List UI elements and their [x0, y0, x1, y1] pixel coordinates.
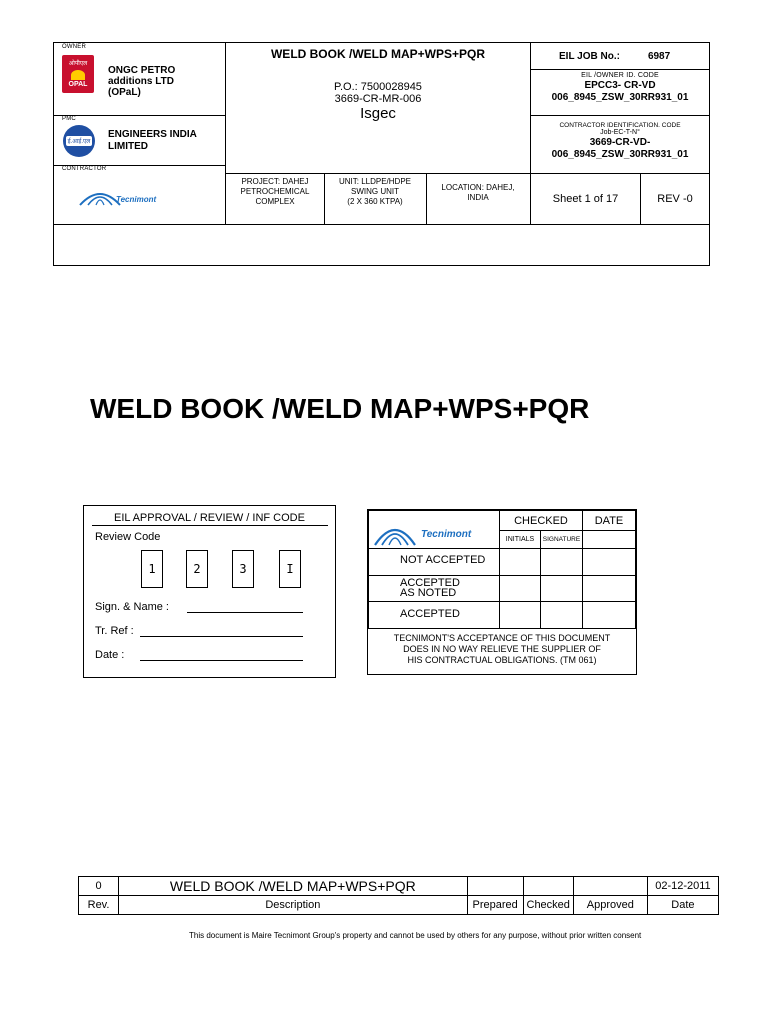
signature-header: SIGNATURE: [540, 530, 583, 549]
unit-line: UNIT: LLDPE/HDPE: [338, 177, 412, 186]
date-cell: [582, 575, 636, 602]
header-doc-title: WELD BOOK /WELD MAP+WPS+PQR: [270, 47, 485, 61]
contractor-label: CONTRACTOR: [62, 166, 107, 172]
status-label: ACCEPTED: [400, 608, 460, 620]
signature-cell: [540, 575, 583, 602]
owner-name-line: additions LTD: [108, 76, 174, 87]
po-reference: 3669-CR-MR-006: [334, 93, 422, 105]
tecnimont-logo: [76, 181, 176, 207]
signature-cell: [540, 601, 583, 629]
disclaimer-line: DOES IN NO WAY RELIEVE THE SUPPLIER OF: [403, 644, 601, 654]
owner-label: OWNER: [62, 44, 86, 50]
contractor-id-line: 006_8945_ZSW_30RR931_01: [551, 149, 689, 160]
eil-job-label: EIL JOB No.:: [559, 50, 620, 62]
header-prepared: Prepared: [467, 896, 523, 915]
contractor-id-cell: [531, 116, 709, 173]
review-code-label: Review Code: [95, 531, 161, 543]
revision-prepared: [467, 877, 523, 896]
tecnimont-logo-text: Tecnimont: [116, 195, 157, 204]
document-header: [53, 42, 710, 266]
eil-job-row: [531, 43, 709, 69]
tecnimont-stamp: [367, 509, 637, 675]
pmc-label: PMC: [62, 116, 76, 122]
eil-job-number: 6987: [647, 50, 671, 62]
tecnimont-stamp-logo: [368, 510, 500, 549]
date-subheader: [582, 530, 636, 549]
revision-description: WELD BOOK /WELD MAP+WPS+PQR: [119, 877, 468, 896]
date-label: Date :: [95, 649, 125, 661]
vendor-name: Isgec: [360, 105, 396, 122]
rev-cell: REV -0: [657, 193, 693, 205]
main-title: WELD BOOK /WELD MAP+WPS+PQR: [90, 393, 590, 424]
eil-logo-text: ई.आई.एल: [66, 136, 93, 146]
project-cell: [226, 173, 325, 224]
initials-cell: [499, 601, 541, 629]
date-cell: [582, 601, 636, 629]
sign-name-label: Sign. & Name :: [95, 601, 169, 613]
status-accepted: [368, 601, 500, 629]
revision-table: [78, 876, 719, 915]
project-line: COMPLEX: [255, 197, 295, 206]
revision-checked: [523, 877, 573, 896]
location-line: INDIA: [467, 193, 489, 202]
revision-approved: [573, 877, 647, 896]
review-code-box: I: [279, 550, 301, 588]
initials-header: INITIALS: [499, 530, 541, 549]
header-approved: Approved: [573, 896, 647, 915]
unit-cell: [324, 173, 427, 224]
opal-logo-word: OPAL: [68, 81, 88, 88]
unit-line: (2 X 360 KTPA): [347, 197, 403, 206]
contractor-id-line: 3669-CR-VD-: [589, 137, 651, 148]
pmc-name: [108, 129, 197, 153]
pmc-name-line: ENGINEERS INDIA: [108, 129, 197, 140]
eil-stamp-title: EIL APPROVAL / REVIEW / INF CODE: [114, 512, 305, 524]
opal-logo: [62, 55, 94, 93]
owner-name-line: ONGC PETRO: [108, 65, 176, 76]
sign-name-line: [187, 612, 303, 613]
review-code-box: 2: [186, 550, 208, 588]
checked-header: CHECKED: [499, 510, 583, 531]
project-line: PETROCHEMICAL: [240, 187, 310, 196]
location-cell: [426, 173, 530, 224]
date-cell: [582, 548, 636, 576]
date-header: DATE: [582, 510, 636, 531]
location-line: LOCATION: DAHEJ,: [441, 183, 515, 192]
opal-logo-devanagari: ओपीएल: [68, 61, 88, 67]
header-checked: Checked: [523, 896, 573, 915]
revision-number: 0: [79, 877, 119, 896]
divider: [54, 224, 709, 225]
tr-ref-line: [140, 636, 303, 637]
disclaimer-line: TECNIMONT'S ACCEPTANCE OF THIS DOCUMENT: [393, 633, 611, 643]
divider: [92, 525, 328, 526]
date-line: [140, 660, 303, 661]
header-rev: Rev.: [79, 896, 119, 915]
tecnimont-arc-icon: [373, 515, 423, 547]
status-not-accepted: [368, 548, 500, 576]
eil-approval-stamp: [83, 505, 336, 678]
sheet-cell: Sheet 1 of 17: [531, 174, 641, 224]
header-description: Description: [119, 896, 468, 915]
signature-cell: [540, 548, 583, 576]
parties-column: [54, 43, 225, 224]
owner-id-label: EIL /OWNER ID. CODE: [581, 72, 659, 79]
owner-id-cell: [531, 70, 709, 115]
tecnimont-stamp-logo-text: Tecnimont: [421, 529, 472, 540]
owner-id-line: 006_8945_ZSW_30RR931_01: [551, 92, 689, 103]
revision-header-row: [79, 896, 719, 915]
revision-date: 02-12-2011: [647, 877, 718, 896]
status-label: NOT ACCEPTED: [400, 554, 486, 566]
po-number: P.O.: 7500028945: [334, 81, 422, 93]
tr-ref-label: Tr. Ref :: [95, 625, 134, 637]
project-line: PROJECT: DAHEJ: [241, 177, 309, 186]
status-label: ACCEPTED AS NOTED: [400, 577, 460, 599]
codes-column: [531, 43, 709, 224]
review-code-box: 1: [141, 550, 163, 588]
divider: [54, 115, 225, 116]
tecnimont-disclaimer: [368, 633, 636, 666]
pmc-name-line: LIMITED: [108, 141, 148, 152]
contractor-id-label: CONTRACTOR IDENTIFICATION. CODE: [559, 122, 681, 129]
contractor-id-sub: Job-EC-T-N°: [600, 129, 640, 136]
owner-name: [108, 65, 175, 98]
title-column: [226, 43, 530, 173]
owner-name-line: (OPaL): [108, 87, 141, 98]
review-code-box: 3: [232, 550, 254, 588]
opal-logo-icon: [71, 70, 85, 80]
unit-line: SWING UNIT: [351, 187, 399, 196]
status-accepted-as-noted: [368, 575, 500, 602]
header-date: Date: [647, 896, 718, 915]
disclaimer-line: HIS CONTRACTUAL OBLIGATIONS. (TM 061): [407, 655, 597, 665]
owner-id-line: EPCC3- CR-VD: [584, 80, 656, 91]
initials-cell: [499, 548, 541, 576]
initials-cell: [499, 575, 541, 602]
eil-logo: [63, 125, 95, 157]
footer-note: This document is Maire Tecnimont Group's property and cannot be used by others for any purpose, without prior written consent: [189, 931, 642, 940]
revision-row: [79, 877, 719, 896]
